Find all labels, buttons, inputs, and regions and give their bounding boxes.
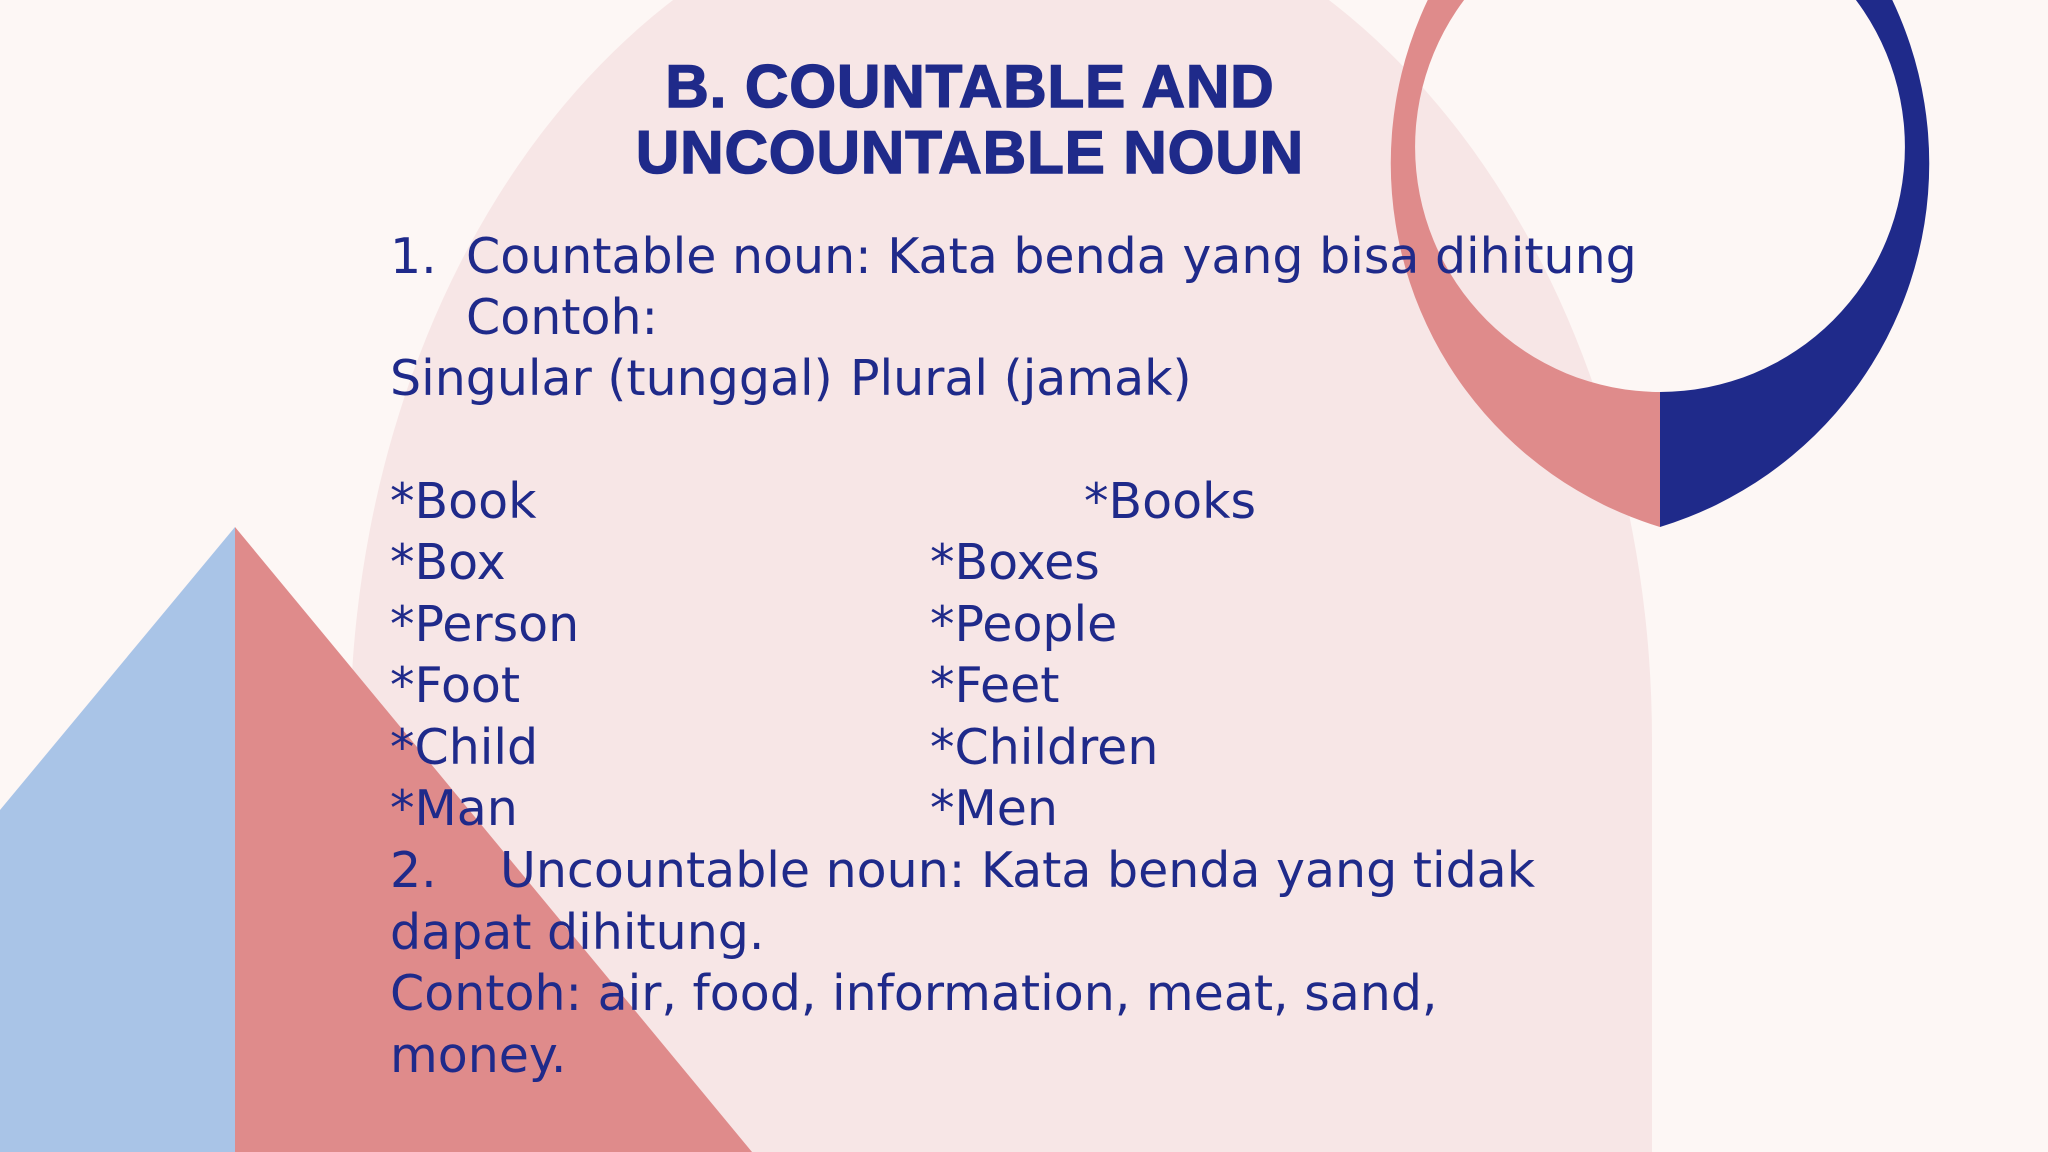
singular-item: *Book: [390, 473, 537, 530]
plural-item: *Men: [930, 780, 1058, 837]
plural-item: *People: [930, 596, 1118, 653]
singular-item: *Man: [390, 780, 518, 837]
plural-header: Plural (jamak): [850, 350, 1192, 407]
section1-number: 1.: [390, 228, 437, 285]
plural-item: *Children: [930, 719, 1159, 776]
plural-item: *Books: [1084, 473, 1256, 530]
singular-item: *Person: [390, 596, 580, 653]
singular-item: *Foot: [390, 657, 521, 714]
section2-heading-line-2: dapat dihitung.: [390, 904, 765, 961]
title-line-2: UNCOUNTABLE NOUN: [635, 119, 1305, 186]
section1-heading: Countable noun: Kata benda yang bisa dihitung: [466, 228, 1637, 285]
section2-heading-line-1: Uncountable noun: Kata benda yang tidak: [500, 842, 1536, 899]
plural-item: *Boxes: [930, 534, 1100, 591]
section2-number: 2.: [390, 842, 437, 899]
singular-item: *Child: [390, 719, 539, 776]
section1-example-label: Contoh:: [466, 289, 659, 346]
section2-examples-line-2: money.: [390, 1027, 567, 1084]
triangle-light-blue: [0, 527, 235, 1152]
section2-examples-line-1: Contoh: air, food, information, meat, sand,: [390, 965, 1438, 1022]
slide-title: [520, 54, 1420, 186]
plural-item: *Feet: [930, 657, 1060, 714]
ring-navy-segment: [1660, 0, 1929, 527]
singular-item: *Box: [390, 534, 506, 591]
singular-header: Singular (tunggal): [390, 350, 833, 407]
title-line-1: B. COUNTABLE AND: [665, 53, 1275, 120]
